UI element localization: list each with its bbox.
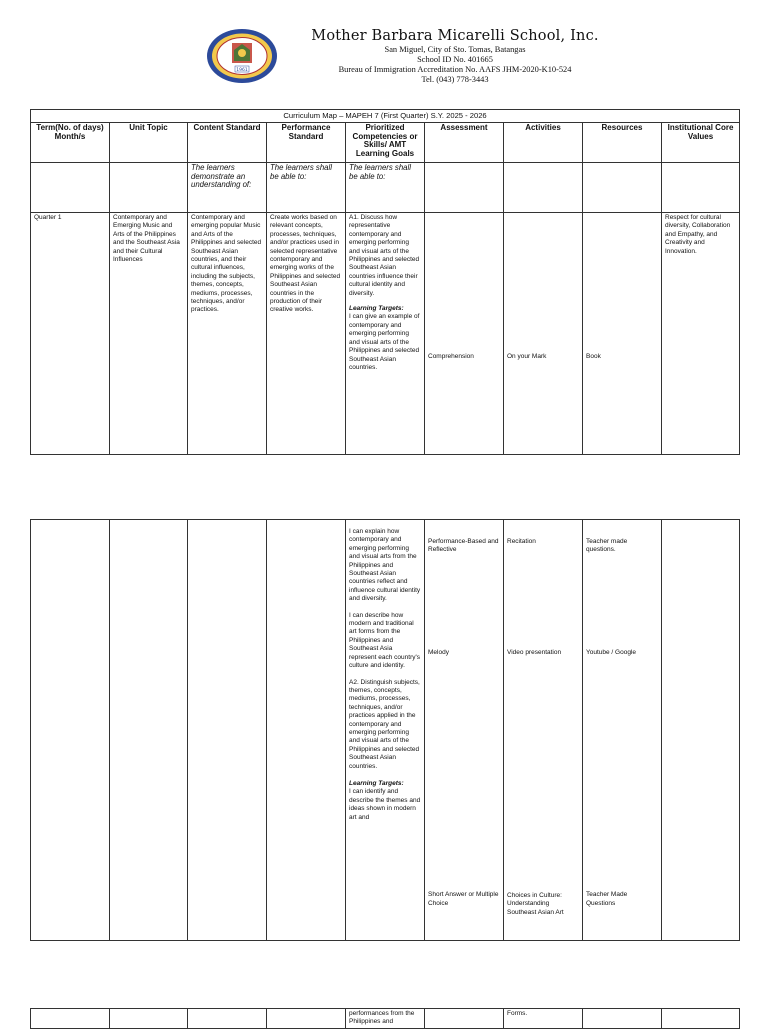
col-header-term: Term(No. of days) Month/s bbox=[31, 123, 110, 163]
cell-assessment bbox=[425, 213, 504, 455]
cell-core-values: Respect for cultural diversity, Collaboration and Empathy, and Creativity and Innovation. bbox=[662, 213, 740, 455]
table-caption: Curriculum Map – MAPEH 7 (First Quarter) S.Y. 2025 - 2026 bbox=[31, 110, 740, 123]
competency-a1: A1. Discuss how representative contemporary and emerging performing and visual arts of the Philippines and selected Southeast Asian countries influence their cultural identity and diversity. bbox=[349, 214, 420, 297]
cell-competencies bbox=[346, 520, 425, 941]
sub-cell-empty bbox=[583, 163, 662, 213]
activities-text: On your Mark bbox=[507, 353, 547, 360]
cell-performance-standard: Create works based on relevant concepts, processes, techniques, and/or practices used in selected representative contemporary and emerging works of the Philippines and selected Southeast Asian countries in the production of their creative works. bbox=[267, 213, 346, 455]
cell-competencies: performances from the Philippines and bbox=[346, 1009, 425, 1029]
learning-target-text: I can give an example of contemporary and emerging performing and visual arts of the Philippines and selected Southeast Asian countries. bbox=[349, 313, 420, 371]
cell-content-standard: Contemporary and emerging popular Music and Arts of the Philippines and selected Southeast Asian countries, and their cultural influences, including the subjects, themes, concepts, mediums, processes, techniques, and/or practices. bbox=[188, 213, 267, 455]
table-row bbox=[31, 1009, 740, 1029]
curriculum-map-table-continued bbox=[30, 1008, 740, 1029]
cell-unit-topic bbox=[110, 520, 188, 941]
assessment-text: Performance-Based and Reflective bbox=[428, 538, 499, 554]
cell-assessment bbox=[425, 520, 504, 941]
learning-targets-label: Learning Targets: bbox=[349, 779, 404, 787]
school-letterhead bbox=[0, 0, 768, 100]
cell-activities: Forms. bbox=[504, 1009, 583, 1029]
sub-cell-performance: The learners shall be able to: bbox=[267, 163, 346, 213]
col-header-content-standard: Content Standard bbox=[188, 123, 267, 163]
school-seal-logo bbox=[206, 28, 278, 84]
school-telephone: Tel. (043) 778-3443 bbox=[421, 75, 489, 84]
activities-text: Video presentation bbox=[507, 649, 562, 657]
cell-unit-topic: Contemporary and Emerging Music and Arts of the Philippines and the Southeast Asia and their Cultural Influences bbox=[110, 213, 188, 455]
cell-activities bbox=[504, 213, 583, 455]
activities-text: Choices in Culture: Understanding Southeast Asian Art bbox=[507, 891, 564, 916]
resources-text: Book bbox=[586, 353, 601, 360]
cell-resources bbox=[583, 1009, 662, 1029]
assessment-text: Melody bbox=[428, 648, 449, 656]
curriculum-map-table bbox=[30, 109, 740, 455]
cell-term: Quarter 1 bbox=[31, 213, 110, 455]
cell-performance-standard bbox=[267, 520, 346, 941]
table-row bbox=[31, 213, 740, 455]
cell-competencies bbox=[346, 213, 425, 455]
col-header-competencies: Prioritized Competencies or Skills/ AMT Learning Goals bbox=[346, 123, 425, 163]
cell-core-values bbox=[662, 520, 740, 941]
cell-assessment bbox=[425, 1009, 504, 1029]
cell-performance-standard bbox=[267, 1009, 346, 1029]
sub-cell-empty bbox=[504, 163, 583, 213]
activities-text: Recitation bbox=[507, 538, 536, 545]
sub-cell-empty bbox=[110, 163, 188, 213]
sub-cell-content: The learners demonstrate an understanding of: bbox=[188, 163, 267, 213]
cell-term bbox=[31, 520, 110, 941]
col-header-activities: Activities bbox=[504, 123, 583, 163]
school-accreditation: Bureau of Immigration Accreditation No. AAFS JHM-2020-K10-524 bbox=[338, 65, 572, 74]
assessment-text: Comprehension bbox=[428, 353, 474, 360]
learning-target-text: I can identify and describe the themes and ideas shown in modern art and bbox=[349, 788, 421, 821]
learning-targets-label: Learning Targets: bbox=[349, 305, 404, 313]
cell-core-values bbox=[662, 1009, 740, 1029]
sub-cell-competencies: The learners shall be able to: bbox=[346, 163, 425, 213]
sub-cell-empty bbox=[425, 163, 504, 213]
cell-content-standard bbox=[188, 1009, 267, 1029]
school-name: Mother Barbara Micarelli School, Inc. bbox=[311, 28, 599, 44]
cell-resources bbox=[583, 520, 662, 941]
school-address: San Miguel, City of Sto. Tomas, Batangas bbox=[384, 45, 526, 54]
resources-text: Youtube / Google bbox=[586, 648, 636, 656]
cell-activities bbox=[504, 520, 583, 941]
school-id: School ID No. 401665 bbox=[417, 55, 493, 64]
competency-a2: A2. Distinguish subjects, themes, concepts, mediums, processes, techniques, and/or practices applied in the contemporary and emerging performing and visual arts of the Philippines and selected Southeast Asian countries. bbox=[349, 678, 420, 770]
cell-content-standard bbox=[188, 520, 267, 941]
col-header-unit-topic: Unit Topic bbox=[110, 123, 188, 163]
col-header-performance-standard: Performance Standard bbox=[267, 123, 346, 163]
table-row bbox=[31, 520, 740, 941]
sub-cell-empty bbox=[662, 163, 740, 213]
col-header-assessment: Assessment bbox=[425, 123, 504, 163]
svg-text:1961: 1961 bbox=[236, 68, 248, 73]
cell-unit-topic bbox=[110, 1009, 188, 1029]
curriculum-map-table-continued bbox=[30, 519, 740, 941]
competency-text: I can describe how modern and traditional art forms from the Philippines and Southeast Asia represent each country's culture and identity. bbox=[349, 611, 420, 670]
resources-text: Teacher Made Questions bbox=[586, 891, 628, 907]
col-header-resources: Resources bbox=[583, 123, 662, 163]
resources-text: Teacher made questions. bbox=[586, 538, 628, 554]
assessment-text: Short Answer or Multiple Choice bbox=[428, 891, 499, 907]
sub-cell-empty bbox=[31, 163, 110, 213]
col-header-core-values: Institutional Core Values bbox=[662, 123, 740, 163]
competency-text: I can explain how contemporary and emerging performing and visual arts from the Philippines and Southeast Asian countries reflect and influence cultural identity and diversity. bbox=[349, 528, 421, 603]
cell-resources bbox=[583, 213, 662, 455]
cell-term bbox=[31, 1009, 110, 1029]
school-info bbox=[290, 28, 620, 85]
